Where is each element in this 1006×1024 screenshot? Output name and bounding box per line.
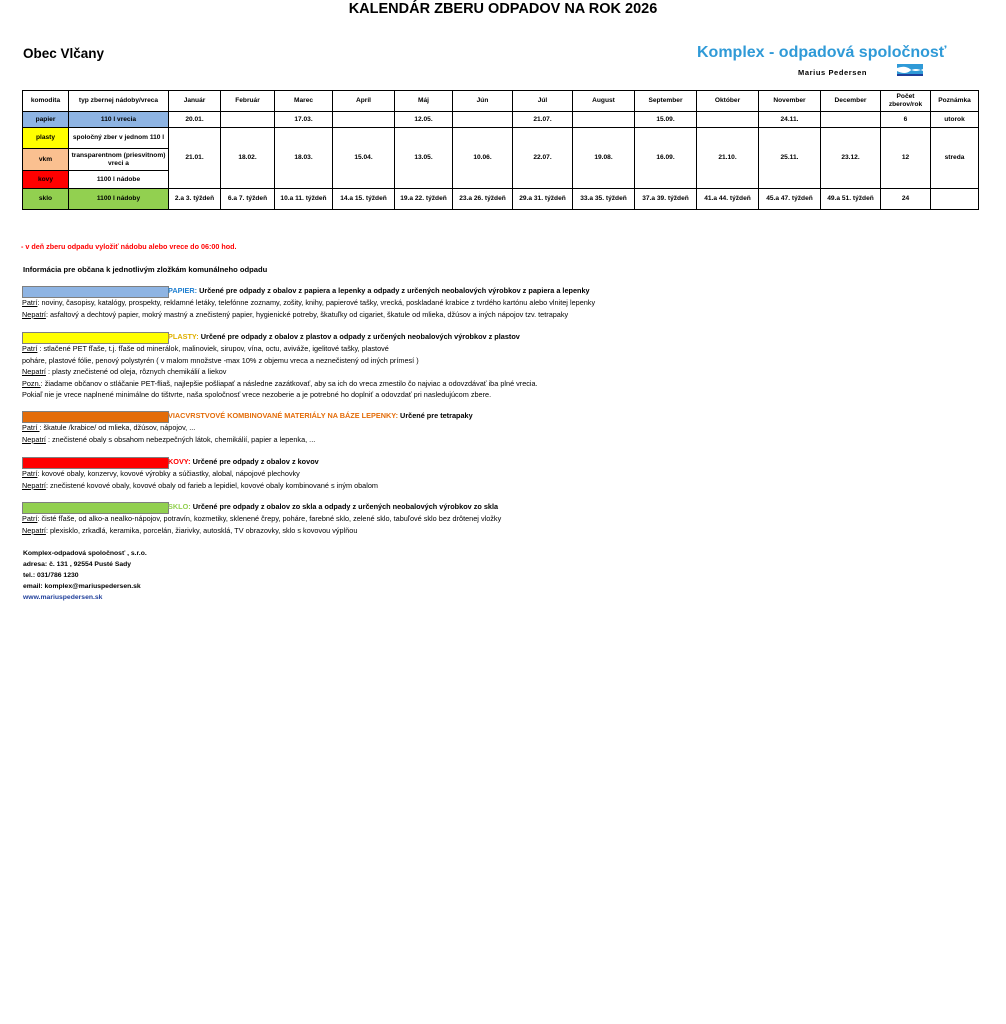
section-heading [168, 285, 590, 297]
page-title: KALENDÁR ZBERU ODPADOV NA ROK 2026 [348, 1, 658, 17]
count-cell: 12 [881, 128, 931, 189]
color-swatch [22, 332, 169, 344]
date-cell [333, 112, 395, 128]
nepatri-line [22, 480, 378, 492]
header-cell: Poznámka [931, 91, 979, 112]
patri-text: : čisté fľaše, od alko-a nealko-nápojov, potravín, kozmetiky, sklenené črepy, poháre, farebné sklo, zelené sklo, tabuľové sklo bez drôtenej vložky [37, 514, 502, 523]
remark-extra: Pokiaľ nie je vrece naplnené minimálne do tištvrte, naša spoločnosť vrece nezoberie a je potrebné ho doplniť a odovzdať pri nasledujúcom zbere. [22, 390, 492, 400]
collection-notice: - v deň zberu odpadu vyložiť nádobu alebo vrece do 06:00 hod. [21, 242, 237, 251]
date-cell: 21.01. [169, 128, 221, 189]
section-label: SKLO: [168, 502, 191, 511]
date-cell: 41.a 44. týždeň [697, 189, 759, 210]
container-type-cell: 110 l vrecia [69, 112, 169, 128]
patri-label: Patrí [22, 514, 38, 523]
nepatri-text: : znečistené kovové obaly, kovové obaly od farieb a lepidiel, kovové obaly kombinované s iným obalom [45, 480, 378, 490]
section-sklo [22, 501, 501, 536]
date-cell: 37.a 39. týždeň [635, 189, 697, 210]
nepatri-text: : asfaltový a dechtový papier, mokrý mastný a znečistený papier, hygienické potreby, škatuľky od cigariet, škatule od mlieka, džúsov a iných nápojov tzv. tetrapaky [45, 309, 569, 319]
header-cell: Október [697, 91, 759, 112]
municipality-name: Obec Vlčany [23, 46, 105, 61]
date-cell: 22.07. [513, 128, 573, 189]
header-cell: Júl [513, 91, 573, 112]
date-cell: 14.a 15. týždeň [333, 189, 395, 210]
container-type-cell: 1100 l nádobe [69, 171, 169, 189]
table-row-sklo [23, 189, 979, 210]
date-cell: 49.a 51. týždeň [821, 189, 881, 210]
date-cell [573, 112, 635, 128]
company-name: Komplex-odpadová spoločnosť , s.r.o. [23, 550, 147, 557]
brand-name: Komplex - odpadová spoločnosť [697, 44, 947, 61]
count-cell: 24 [881, 189, 931, 210]
commodity-cell: vkm [23, 149, 69, 171]
date-cell: 15.09. [635, 112, 697, 128]
date-cell: 17.03. [275, 112, 333, 128]
color-swatch [22, 411, 169, 423]
date-cell: 18.03. [275, 128, 333, 189]
collection-calendar-table [22, 90, 979, 210]
nepatri-label: Nepatrí [22, 367, 46, 377]
date-cell: 19.a 22. týždeň [395, 189, 453, 210]
section-header [22, 501, 501, 513]
section-papier [22, 285, 595, 320]
company-email[interactable]: email: komplex@mariuspedersen.sk [23, 583, 141, 590]
nepatri-text: : plexisklo, zrkadlá, keramika, porcelán, žiarivky, autosklá, TV obrazovky, sklo s kovovou výplňou [45, 525, 358, 535]
header-cell: November [759, 91, 821, 112]
section-label: PAPIER: [168, 286, 198, 295]
date-cell: 19.08. [573, 128, 635, 189]
table-row-plasty [23, 128, 979, 149]
nepatri-label: Nepatrí [22, 309, 46, 319]
nepatri-text: : plasty znečistené od oleja, rôznych chemikálií a liekov [45, 367, 227, 377]
header-cell: komodita [23, 91, 69, 112]
header-cell: Apríl [333, 91, 395, 112]
patri-text: : škatule /krabice/ od mlieka, džúsov, nápojov, ... [39, 423, 196, 432]
patri-line-continued: poháre, plastové fólie, penový polystyrén ( v malom množstve -max 10% z objemu vreca a neznečistený od iných prímesí ) [22, 355, 419, 365]
header-cell: typ zbernej nádoby/vreca [69, 91, 169, 112]
commodity-cell: sklo [23, 189, 69, 210]
date-cell: 20.01. [169, 112, 221, 128]
header-cell: Marec [275, 91, 333, 112]
section-label: KOVY: [168, 457, 191, 466]
container-type-cell: spoločný zber v jednom 110 l [69, 128, 169, 149]
nepatri-label: Nepatrí [22, 480, 46, 490]
header-cell: Január [169, 91, 221, 112]
nepatri-line [22, 366, 538, 378]
date-cell [453, 112, 513, 128]
date-cell: 24.11. [759, 112, 821, 128]
remark-label: Pozn. [22, 378, 41, 388]
section-header [22, 456, 378, 468]
date-cell: 10.06. [453, 128, 513, 189]
table-row-papier [23, 112, 979, 128]
header-cell: Jún [453, 91, 513, 112]
header-cell: Máj [395, 91, 453, 112]
date-cell: 15.04. [333, 128, 395, 189]
note-cell: streda [931, 128, 979, 189]
date-cell: 21.10. [697, 128, 759, 189]
patri-text: : kovové obaly, konzervy, kovové výrobky a súčiastky, alobal, nápojové plechovky [37, 469, 300, 478]
date-cell: 33.a 35. týždeň [573, 189, 635, 210]
color-swatch [22, 286, 169, 298]
section-label: PLASTY: [168, 332, 199, 341]
section-heading-text: Určené pre odpady z obalov zo skla a odpady z určených neobalových výrobkov zo skla [190, 502, 499, 511]
section-header [22, 331, 538, 343]
container-type-cell: transparentnom (priesvitnom) vreci a [69, 149, 169, 171]
nepatri-text: : znečistené obaly s obsahom nebezpečných látok, chemikálií, papier a lepenka, ... [45, 434, 316, 444]
section-heading-text: Určené pre tetrapaky [398, 411, 473, 420]
section-label: VIACVRSTVOVÉ KOMBINOVANÉ MATERIÁLY NA BÁZE LEPENKY: [168, 411, 399, 420]
nepatri-label: Nepatrí [22, 434, 46, 444]
company-phone: tel.: 031/786 1230 [23, 572, 79, 579]
date-cell: 13.05. [395, 128, 453, 189]
date-cell [697, 112, 759, 128]
table-header-row [23, 91, 979, 112]
date-cell: 10.a 11. týždeň [275, 189, 333, 210]
color-swatch [22, 457, 169, 469]
patri-line [22, 422, 315, 434]
header-cell: September [635, 91, 697, 112]
section-heading [168, 331, 520, 343]
nepatri-line [22, 434, 315, 446]
note-cell [931, 189, 979, 210]
section-plasty [22, 331, 538, 401]
remark-text: : žiadame občanov o stláčanie PET-fliaš, najlepšie pošliapať a následne zazátkovať, aby sa ich do vreca zmestilo čo najviac a odovzdávať iba plné vrecia. [40, 378, 538, 388]
patri-label: Patrí [22, 298, 38, 307]
note-cell: utorok [931, 112, 979, 128]
date-cell: 23.a 26. týždeň [453, 189, 513, 210]
commodity-cell: kovy [23, 171, 69, 189]
date-cell: 29.a 31. týždeň [513, 189, 573, 210]
commodity-cell: papier [23, 112, 69, 128]
header-cell: Február [221, 91, 275, 112]
section-heading [168, 410, 473, 422]
date-cell [821, 112, 881, 128]
commodity-cell: plasty [23, 128, 69, 149]
date-cell: 45.a 47. týždeň [759, 189, 821, 210]
nepatri-label: Nepatrí [22, 525, 46, 535]
color-swatch [22, 502, 169, 514]
patri-label: Patrí [22, 469, 38, 478]
section-kovy [22, 456, 378, 491]
patri-label: Patrí [22, 344, 38, 353]
section-heading-text: Určené pre odpady z obalov z kovov [190, 457, 319, 466]
header-cell: December [821, 91, 881, 112]
section-header [22, 410, 473, 422]
date-cell: 21.07. [513, 112, 573, 128]
container-type-cell: 1100 l nádoby [69, 189, 169, 210]
date-cell: 2.a 3. týždeň [169, 189, 221, 210]
date-cell: 18.02. [221, 128, 275, 189]
brand-subtitle: Marius Pedersen [798, 68, 868, 77]
patri-text: : noviny, časopisy, katalógy, prospekty, reklamné letáky, telefónne zoznamy, zošity, knihy, papierové tašky, vrecká, poskladané krabice z tvrdého kartónu alebo vlnitej lepenky [37, 298, 596, 307]
patri-line [22, 513, 501, 525]
remark-line [22, 378, 538, 390]
date-cell: 23.12. [821, 128, 881, 189]
section-heading-text: Určené pre odpady z obalov z papiera a lepenky a odpady z určených neobalových výrobkov z papiera a lepenky [197, 286, 590, 295]
section-header [22, 285, 595, 297]
section-vkm [22, 410, 473, 445]
patri-line [22, 297, 595, 309]
date-cell: 16.09. [635, 128, 697, 189]
section-heading [168, 456, 319, 468]
count-cell: 6 [881, 112, 931, 128]
header-cell: Počet zberov/rok [881, 91, 931, 112]
section-heading-text: Určené pre odpady z obalov z plastov a odpady z určených neobalových výrobkov z plastov [198, 332, 520, 341]
header-cell: August [573, 91, 635, 112]
patri-line [22, 343, 538, 355]
contact-block [23, 548, 147, 603]
company-website-link[interactable]: www.mariuspedersen.sk [23, 594, 103, 601]
date-cell: 6.a 7. týždeň [221, 189, 275, 210]
patri-text: : stlačené PET fľaše, t.j. fľaše od minerálok, malinoviek, sirupov, vína, octu, aviváže, igelitové tašky, plastové [37, 344, 389, 353]
nepatri-line [22, 525, 501, 537]
patri-label: Patrí [22, 423, 40, 432]
date-cell: 12.05. [395, 112, 453, 128]
info-heading: Informácia pre občana k jednotlivým zložkám komunálneho odpadu [23, 265, 268, 274]
patri-line [22, 468, 378, 480]
date-cell [221, 112, 275, 128]
nepatri-line [22, 309, 595, 321]
company-logo-icon [897, 64, 923, 76]
company-address: adresa: č. 131 , 92554 Pusté Sady [23, 561, 132, 568]
date-cell: 25.11. [759, 128, 821, 189]
section-heading [168, 501, 498, 513]
